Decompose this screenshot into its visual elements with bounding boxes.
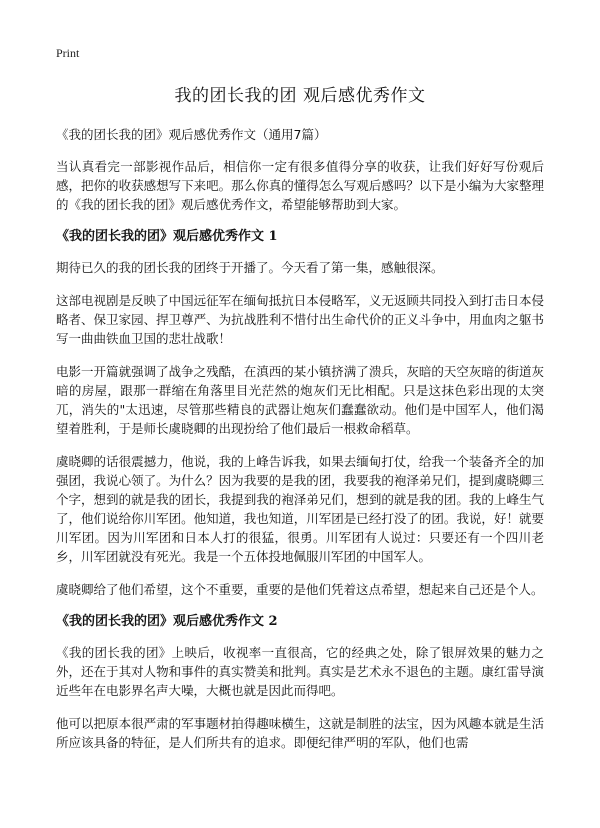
paragraph: 《我的团长我的团》上映后，收视率一直很高，它的经典之处，除了银屏效果的魅力之外，还在于其对人物和事件的真实赞美和批判。真实是艺术永不退色的主题。康红雷导演近些年在电影界名声大噪，大概也就是因此而得吧。 <box>56 645 544 698</box>
intro-paragraph: 当认真看完一部影视作品后，相信你一定有很多值得分享的收获，让我们好好写份观后感，把你的收获感想写下来吧。那么你真的懂得怎么写观后感吗？以下是小编为大家整理的《我的团长我的团》观后感优秀作文，希望能够帮助到大家。 <box>56 159 544 212</box>
paragraph: 电影一开篇就强调了战争之残酷，在滇西的某小镇挤满了溃兵，灰暗的天空灰暗的街道灰暗的房屋，跟那一群缩在角落里目光茫然的炮灰们无比相配。只是这抹色彩出现的太突兀，消失的"太迅速，尽管那些精良的武器让炮灰们蠢蠢欲动。他们是中国军人，他们渴望着胜利，于是师长虞晓卿的出现扮给了他们最后一根救命稻草。 <box>56 364 544 436</box>
paragraph: 虞晓卿给了他们希望，这个不重要，重要的是他们凭着这点希望，想起来自己还是个人。 <box>56 582 544 597</box>
subtitle: 《我的团长我的团》观后感优秀作文（通用7篇） <box>56 127 327 142</box>
paragraph: 这部电视剧是反映了中国远征军在缅甸抵抗日本侵略军，义无返顾共同投入到打击日本侵略者、保卫家园、捍卫尊严、为抗战胜利不惜付出生命代价的正义斗争中，用血肉之躯书写一曲曲铁血卫国的悲壮战歌！ <box>56 293 544 346</box>
paragraph: 期待已久的我的团长我的团终于开播了。今天看了第一集，感触很深。 <box>56 260 444 275</box>
print-label[interactable]: Print <box>56 46 80 60</box>
paragraph: 他可以把原本很严肃的军事题材拍得趣味横生，这就是制胜的法宝，因为风趣本就是生活所应该具备的特征，是人们所共有的追求。即便纪律严明的军队，他们也需 <box>56 716 544 750</box>
page-title: 我的团长我的团 观后感优秀作文 <box>174 86 426 106</box>
paragraph: 虞晓卿的话很震撼力，他说，我的上峰告诉我，如果去缅甸打仗，给我一个装备齐全的加强团，我说心领了。为什么？因为我要的是我的团，我要我的袍泽弟兄们，提到虞晓卿三个字，想到的就是我的团长，我提到我的袍泽弟兄们，想到的就是我的团。我的上峰生气了，他们说给你川军团。他知道，我也知道，川军团是已经打没了的团。我说，好！就要川军团。因为川军团和日本人打的很猛，很勇。川军团有人说过：只要还有一个四川老乡，川军团就没有死光。我是一个五体投地佩服川军团的中国军人。 <box>56 454 544 564</box>
section-heading-1: 《我的团长我的团》观后感优秀作文 1 <box>56 229 278 244</box>
section-heading-2: 《我的团长我的团》观后感优秀作文 2 <box>56 614 278 629</box>
